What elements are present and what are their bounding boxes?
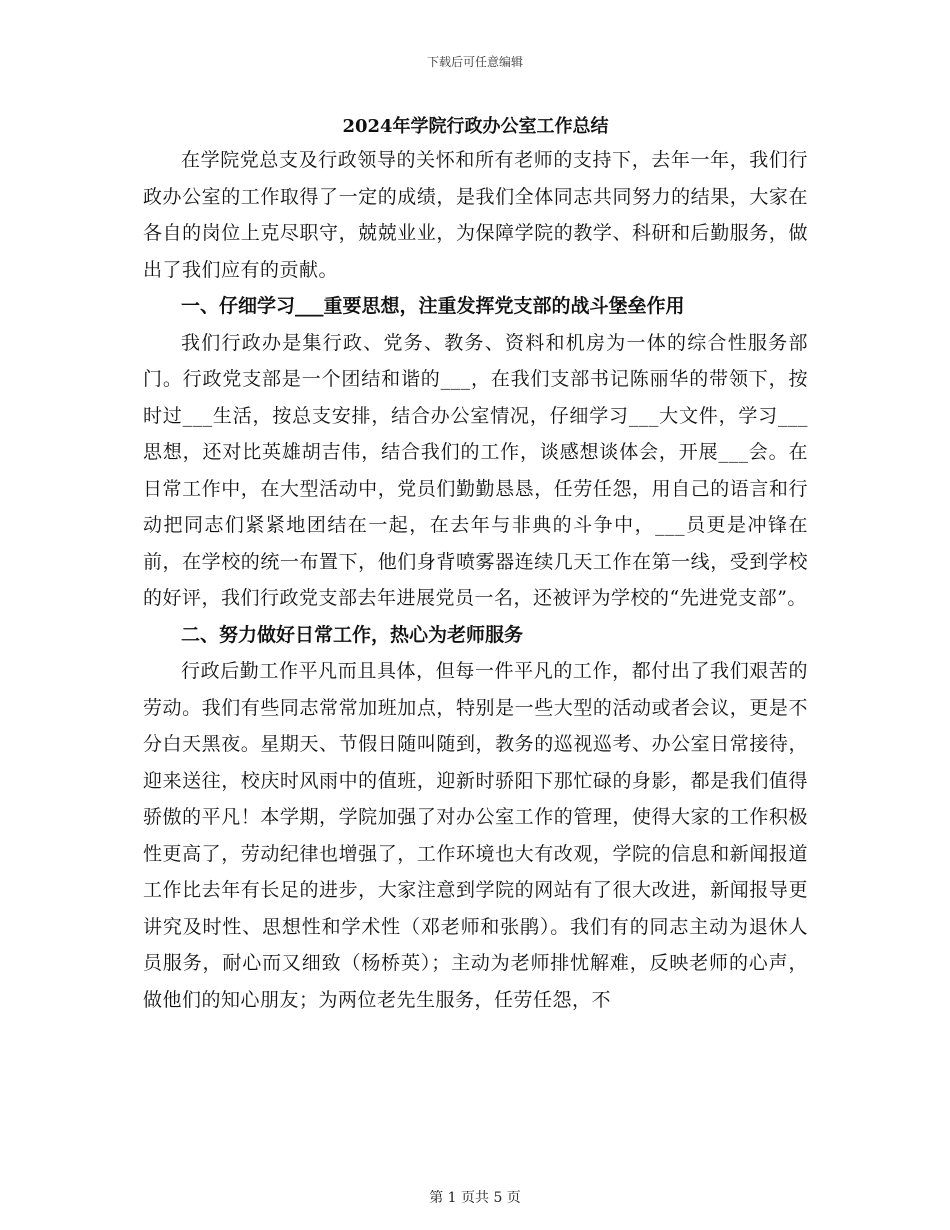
section-2-heading: 二、努力做好日常工作，热心为老师服务 <box>181 623 524 646</box>
intro-paragraph: 在学院党总支及行政领导的关怀和所有老师的支持下，去年一年，我们行政办公室的工作取得了一定的成绩，是我们全体同志共同努力的结果，大家在各自的岗位上克尽职守，兢兢业业，为保障学院的教学、科研和后勤服务，做出了我们应有的贡献。 <box>143 149 808 281</box>
section-2-paragraph: 行政后勤工作平凡而且具体，但每一件平凡的工作，都付出了我们艰苦的劳动。我们有些同志常常加班加点，特别是一些大型的活动或者会议，更是不分白天黑夜。星期天、节假日随叫随到，教务的巡视巡考、办公室日常接待，迎来送往，校庆时风雨中的值班，迎新时骄阳下那忙碌的身影，都是我们值得骄傲的平凡！本学期，学院加强了对办公室工作的管理，使得大家的工作积极性更高了，劳动纪律也增强了，工作环境也大有改观，学院的信息和新闻报道工作比去年有长足的进步，大家注意到学院的网站有了很大改进，新闻报导更讲究及时性、思想性和学术性（邓老师和张鹃）。我们有的同志主动为退休人员服务，耐心而又细致（杨桥英）；主动为老师排忧解难，反映老师的心声，做他们的知心朋友；为两位老先生服务，任劳任怨，不 <box>143 660 808 1011</box>
page-footer: 第 1 页共 5 页 <box>429 1190 521 1206</box>
section-1-paragraph: 我们行政办是集行政、党务、教务、资料和机房为一体的综合性服务部门。行政党支部是一个团结和谐的___，在我们支部书记陈丽华的带领下，按时过___生活，按总支安排，结合办公室情况，仔细学习___大文件，学习___思想，还对比英雄胡吉伟，结合我们的工作，谈感想谈体会，开展___会。在日常工作中，在大型活动中，党员们勤勤恳恳，任劳任怨，用自己的语言和行动把同志们紧紧地团结在一起，在去年与非典的斗争中，___员更是冲锋在前，在学校的统一布置下，他们身背喷雾器连续几天工作在第一线，受到学校的好评，我们行政党支部去年进展党员一名，还被评为学校的“先进党支部”。 <box>143 331 808 609</box>
document-body <box>143 112 808 1018</box>
section-1-heading: 一、仔细学习___重要思想，注重发挥党支部的战斗堡垒作用 <box>181 295 685 317</box>
document-title: 2024年学院行政办公室工作总结 <box>342 116 609 137</box>
page-header: 下载后可任意编辑 <box>426 55 523 69</box>
